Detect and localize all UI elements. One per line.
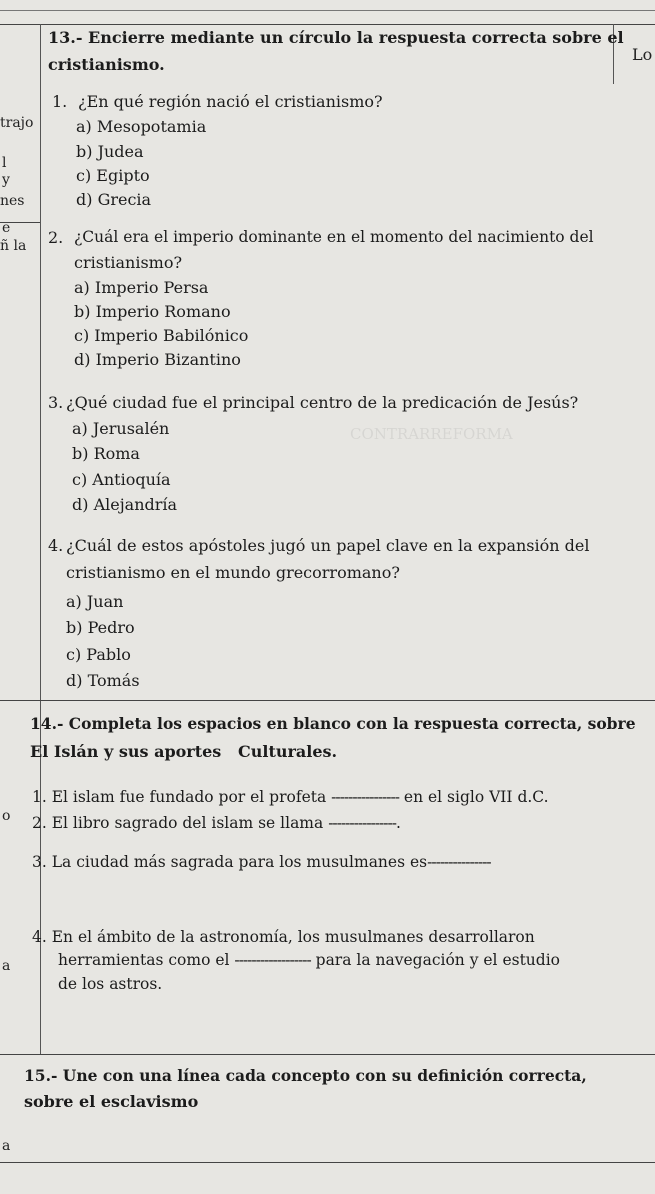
item-text: En el ámbito de la astronomía, los musulmanes desarrollaron <box>51 928 535 946</box>
column-divider-line <box>40 24 41 1054</box>
q14-title: 14.- Completa los espacios en blanco con la respuesta correcta, sobre <box>30 714 636 733</box>
item-number: 1. <box>32 788 47 806</box>
answer-blank[interactable]: ---------------- <box>331 788 399 806</box>
question-text: cristianismo en el mundo grecorromano? <box>66 563 400 582</box>
right-margin-fragment: Lo <box>632 45 653 64</box>
item-number: 4. <box>32 928 47 946</box>
question-number: 3. <box>48 393 64 412</box>
item-text: en el siglo VII d.C. <box>403 788 549 806</box>
question-number: 1. <box>52 92 68 111</box>
answer-option[interactable]: b) Judea <box>76 142 144 161</box>
answer-option[interactable]: c) Antioquía <box>72 470 171 489</box>
left-margin-fragment: l <box>2 155 7 171</box>
q15-title: sobre el esclavismo <box>24 1092 199 1111</box>
item-text: El libro sagrado del islam se llama <box>51 814 324 832</box>
row-line <box>0 24 655 25</box>
top-border-line <box>0 10 655 11</box>
answer-option[interactable]: d) Grecia <box>76 190 152 209</box>
q14-title: El Islán y sus aportes Culturales. <box>30 742 338 761</box>
left-margin-fragment: e <box>2 220 11 236</box>
question-text: ¿En qué región nació el cristianismo? <box>78 92 383 111</box>
q13-title: cristianismo. <box>48 55 165 74</box>
bleed-through-text: CONTRARREFORMA <box>350 425 513 443</box>
answer-option[interactable]: d) Alejandría <box>72 495 178 514</box>
item-number: 2. <box>32 814 47 832</box>
answer-blank[interactable]: --------------- <box>427 853 491 871</box>
answer-option[interactable]: a) Juan <box>66 592 124 611</box>
row-line <box>0 700 655 701</box>
question-text: ¿Qué ciudad fue el principal centro de la predicación de Jesús? <box>66 393 579 412</box>
question-text: ¿Cuál era el imperio dominante en el momento del nacimiento del <box>74 228 594 246</box>
item-text: La ciudad más sagrada para los musulmanes es <box>51 853 428 871</box>
question-number: 4. <box>48 536 64 555</box>
answer-option[interactable]: d) Tomás <box>66 671 140 690</box>
answer-option[interactable]: c) Imperio Babilónico <box>74 326 249 345</box>
answer-blank[interactable]: ------------------ <box>234 951 311 969</box>
answer-option[interactable]: c) Egipto <box>76 166 150 185</box>
left-margin-fragment: trajo <box>0 115 34 131</box>
answer-option[interactable]: b) Pedro <box>66 618 135 637</box>
item-text: herramientas como el <box>58 951 230 969</box>
question-text: ¿Cuál de estos apóstoles jugó un papel clave en la expansión del <box>66 536 590 555</box>
item-number: 3. <box>32 853 47 871</box>
q13-title: 13.- Encierre mediante un círculo la respuesta correcta sobre el <box>48 28 624 47</box>
answer-option[interactable]: a) Jerusalén <box>72 419 170 438</box>
left-margin-fragment: o <box>2 808 11 824</box>
left-margin-fragment: nes <box>0 193 25 209</box>
fill-blank-item <box>32 853 491 871</box>
left-margin-fragment: a <box>2 958 11 974</box>
question-text: cristianismo? <box>74 253 183 272</box>
fill-blank-item-line: de los astros. <box>58 975 163 993</box>
fill-blank-item-line <box>58 951 560 969</box>
fill-blank-item <box>32 788 549 806</box>
bottom-line <box>0 1162 655 1163</box>
answer-option[interactable]: c) Pablo <box>66 645 131 664</box>
answer-option[interactable]: b) Imperio Romano <box>74 302 231 321</box>
answer-option[interactable]: b) Roma <box>72 444 140 463</box>
left-margin-fragment: a <box>2 1138 11 1154</box>
fill-blank-item <box>32 928 535 946</box>
item-text: El islam fue fundado por el profeta <box>51 788 327 806</box>
left-margin-fragment: ñ la <box>0 238 27 254</box>
fill-blank-item <box>32 814 400 832</box>
left-margin-fragment: y <box>2 172 10 188</box>
question-number: 2. <box>48 228 64 247</box>
answer-option[interactable]: d) Imperio Bizantino <box>74 350 241 369</box>
q15-title: 15.- Une con una línea cada concepto con su definición correcta, <box>24 1066 587 1085</box>
answer-option[interactable]: a) Mesopotamia <box>76 117 207 136</box>
item-text: para la navegación y el estudio <box>315 951 560 969</box>
row-line <box>0 1054 655 1055</box>
answer-option[interactable]: a) Imperio Persa <box>74 278 209 297</box>
answer-blank[interactable]: ----------------. <box>328 814 400 832</box>
